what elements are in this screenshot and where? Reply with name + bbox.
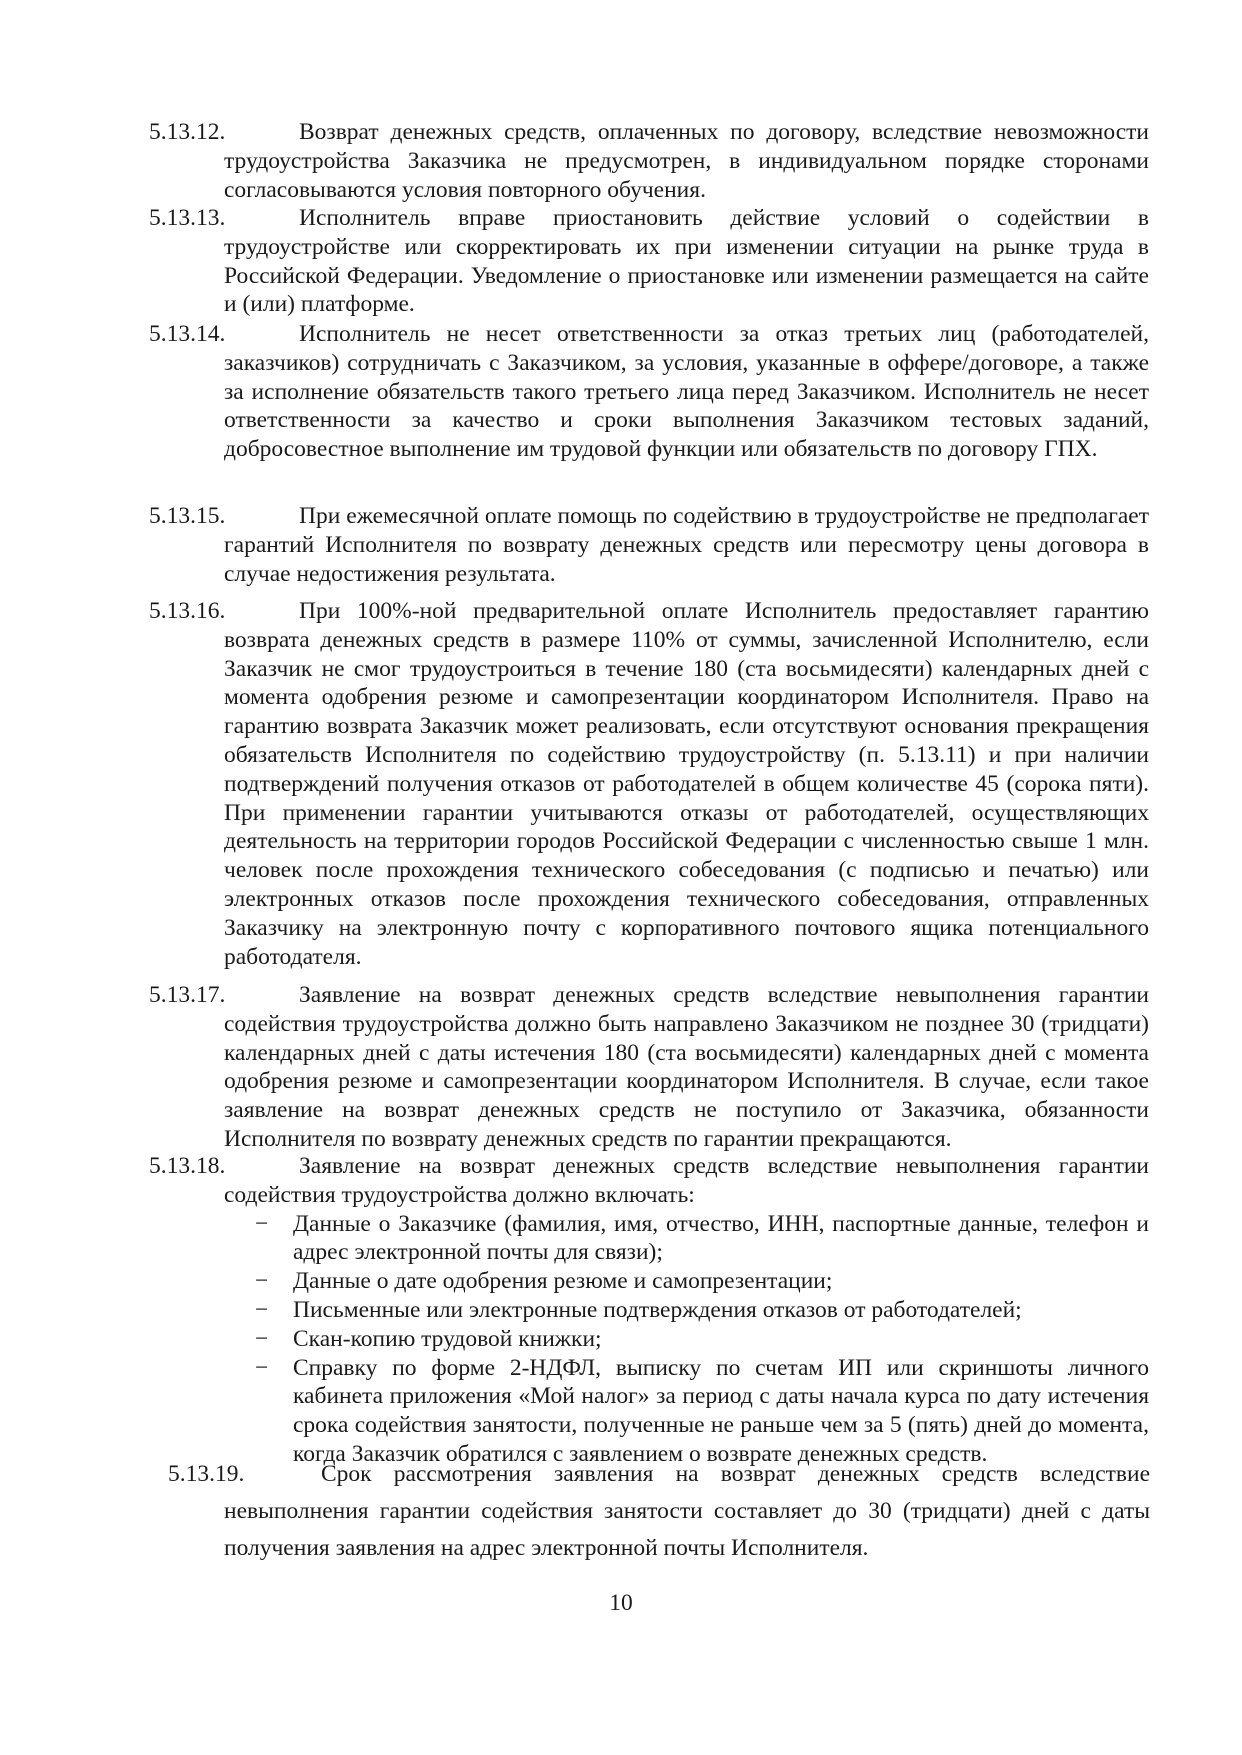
clause-text: Возврат денежных средств, оплаченных по договору, вследствие невозможности трудоустройства Заказчика не предусмотрен, в индивидуальном порядке сторонами согласовываются условия повторного обучения. — [224, 119, 1149, 203]
list-item: − Скан-копию трудовой книжки; — [255, 1325, 1149, 1354]
clause-text: Срок рассмотрения заявления на возврат денежных средств вследствие невыполнения гарантии содействия занятости составляет до 30 (тридцати) дней с даты получения заявления на адрес электронной почты Исполнителя. — [224, 1461, 1150, 1561]
clause-5-13-15 — [149, 502, 1149, 588]
clause-text: Исполнитель вправе приостановить действие условий о содействии в трудоустройстве или скорректировать их при изменении ситуации на рынке труда в Российской Федерации. Уведомление о приостановке или изменении размещается на сайте и (или) платформе. — [224, 205, 1149, 318]
clause-number: 5.13.17. — [149, 982, 226, 1008]
clause-number: 5.13.18. — [149, 1153, 226, 1179]
clause-text: Исполнитель не несет ответственности за отказ третьих лиц (работодателей, заказчиков) сотрудничать с Заказчиком, за условия, указанные в оффере/договоре, а также за исполнение обязательств такого третьего лица перед Заказчиком. Исполнитель не несет ответственности за качество и сроки выполнения Заказчиком тестовых заданий, добросовестное выполнение им трудовой функции или обязательств по договору ГПХ. — [224, 321, 1149, 463]
clause-5-13-12 — [149, 118, 1149, 204]
clause-number: 5.13.19. — [168, 1461, 245, 1487]
clause-number: 5.13.15. — [149, 503, 226, 529]
page-number: 10 — [609, 1590, 633, 1616]
clause-number: 5.13.14. — [149, 321, 226, 347]
list-item: − Письменные или электронные подтверждения отказов от работодателей; — [255, 1296, 1149, 1325]
clause-number: 5.13.12. — [149, 119, 226, 145]
clause-text: При 100%-ной предварительной оплате Исполнитель предоставляет гарантию возврата денежных средств в размере 110% от суммы, зачисленной Исполнителю, если Заказчик не смог трудоустроиться в течение 180 (ста восьмидесяти) календарных дней с момента одобрения резюме и самопрезентации координатором Исполнителя. Право на гарантию возврата Заказчик может реализовать, если отсутствуют основания прекращения обязательств Исполнителя по содействию трудоустройству (п. 5.13.11) и при наличии подтверждений получения отказов от работодателей в общем количестве 45 (сорока пяти). При применении гарантии учитываются отказы от работодателей, осуществляющих деятельность на территории городов Российской Федерации с численностью свыше 1 млн. человек после прохождения технического собеседования (с подписью и печатью) или электронных отказов после прохождения технического собеседования, отправленных Заказчику на электронную почту с корпоративного почтового ящика потенциального работодателя. — [224, 598, 1149, 970]
clause-5-13-13 — [149, 204, 1149, 319]
clause-number: 5.13.13. — [149, 205, 226, 231]
clause-5-13-16 — [149, 597, 1149, 971]
clause-5-13-18 — [149, 1152, 1149, 1469]
clause-5-13-19 — [168, 1456, 1150, 1567]
required-documents-list — [255, 1210, 1149, 1469]
clause-text: При ежемесячной оплате помощь по содействию в трудоустройстве не предполагает гарантий Исполнителя по возврату денежных средств или пересмотру цены договора в случае недостижения результата. — [224, 503, 1149, 587]
clause-number: 5.13.16. — [149, 598, 226, 624]
list-item: − Данные о Заказчике (фамилия, имя, отчество, ИНН, паспортные данные, телефон и адрес электронной почты для связи); — [255, 1210, 1149, 1268]
list-item: − Данные о дате одобрения резюме и самопрезентации; — [255, 1267, 1149, 1296]
list-item: − Справку по форме 2-НДФЛ, выписку по счетам ИП или скриншоты личного кабинета приложения «Мой налог» за период с даты начала курса по дату истечения срока содействия занятости, полученные не раньше чем за 5 (пять) дней до момента, когда Заказчик обратился с заявлением о возврате денежных средств. — [255, 1354, 1149, 1469]
clause-text: Заявление на возврат денежных средств вследствие невыполнения гарантии содействия трудоустройства должно включать: — [224, 1153, 1149, 1208]
clause-5-13-17 — [149, 981, 1149, 1154]
clause-text: Заявление на возврат денежных средств вследствие невыполнения гарантии содействия трудоустройства должно быть направлено Заказчиком не позднее 30 (тридцати) календарных дней с даты истечения 180 (ста восьмидесяти) календарных дней с момента одобрения резюме и самопрезентации координатором Исполнителя. В случае, если такое заявление на возврат денежных средств не поступило от Заказчика, обязанности Исполнителя по возврату денежных средств по гарантии прекращаются. — [224, 982, 1149, 1152]
clause-5-13-14 — [149, 320, 1149, 464]
